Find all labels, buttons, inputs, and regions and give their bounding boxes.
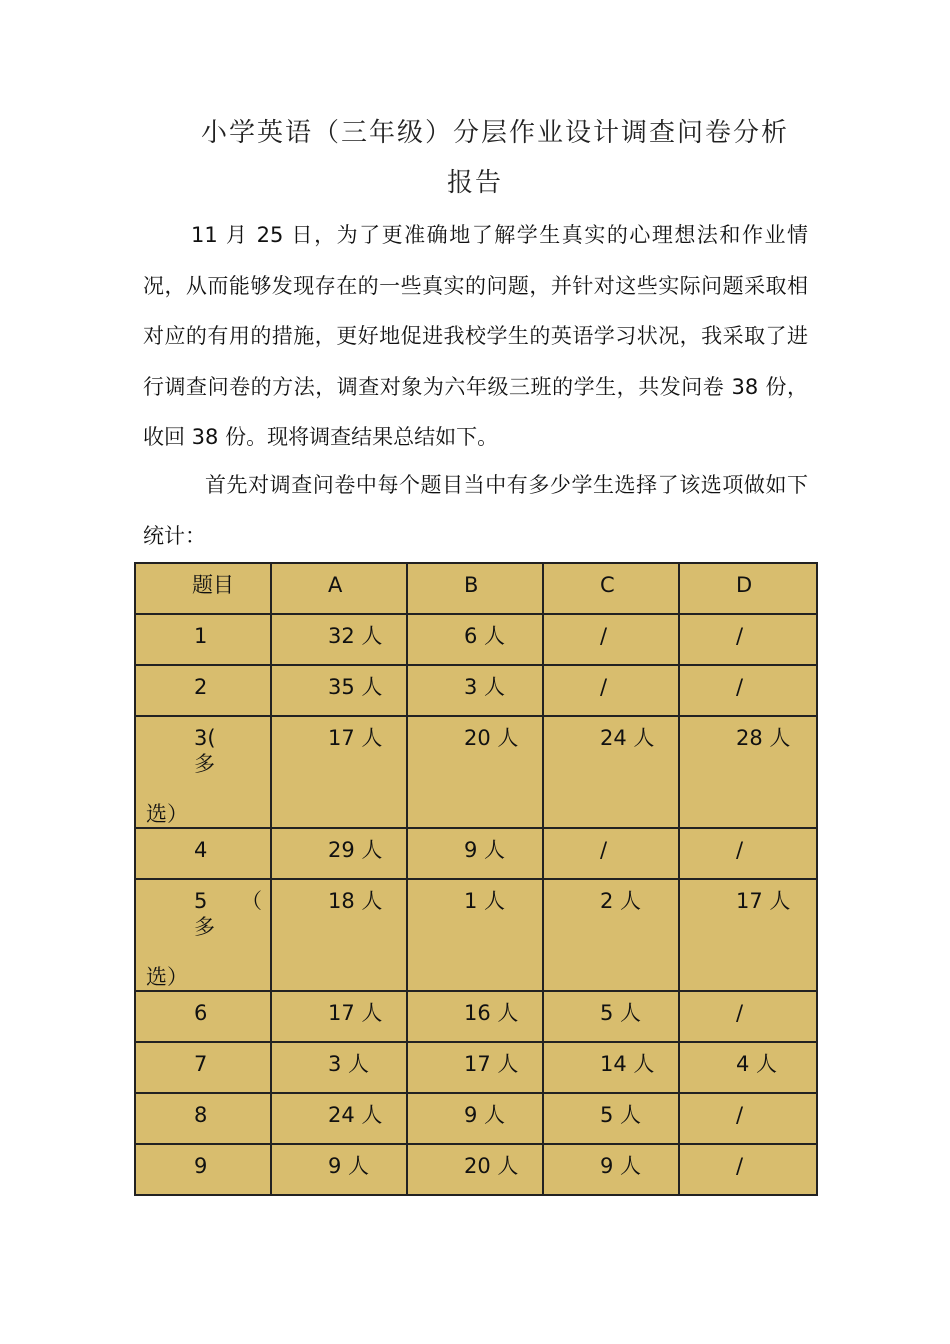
table-row [135, 665, 817, 716]
table-header-row [135, 563, 817, 614]
option-c-count: 5 人 [543, 1093, 679, 1144]
option-b-count: 1 人 [407, 879, 543, 991]
table-row [135, 879, 817, 991]
question-number-line-2: 选） [146, 965, 188, 989]
question-number: 8 [135, 1093, 271, 1144]
question-number-line-2: 选） [146, 802, 188, 826]
intro-paragraph: 11 月 25 日，为了更准确地了解学生真实的心理想法和作业情况，从而能够发现存在的一些真实的问题，并针对这些实际问题采取相对应的有用的措施，更好地促进我校学生的英语学习状况，我采取了进行调查问卷的方法，调查对象为六年级三班的学生，共发问卷 38 份，收回 38 份。现将调查结果总结如下。 [143, 223, 808, 449]
question-number-line-1: 5 （ 多 [194, 889, 262, 939]
question-number [135, 879, 271, 991]
table-row [135, 1042, 817, 1093]
option-b-count: 9 人 [407, 1093, 543, 1144]
option-b-count: 20 人 [407, 716, 543, 828]
question-number: 1 [135, 614, 271, 665]
option-c-count: / [543, 828, 679, 879]
option-b-count: 17 人 [407, 1042, 543, 1093]
option-c-count: 9 人 [543, 1144, 679, 1195]
option-a-count: 35 人 [271, 665, 407, 716]
option-d-count: 28 人 [679, 716, 817, 828]
option-c-count: 24 人 [543, 716, 679, 828]
question-number: 9 [135, 1144, 271, 1195]
option-b-count: 16 人 [407, 991, 543, 1042]
option-d-count: / [679, 614, 817, 665]
option-a-count: 18 人 [271, 879, 407, 991]
option-b-count: 20 人 [407, 1144, 543, 1195]
header-option-d: D [679, 563, 817, 614]
option-d-count: / [679, 1144, 817, 1195]
option-c-count: 5 人 [543, 991, 679, 1042]
option-a-count: 29 人 [271, 828, 407, 879]
option-d-count: 4 人 [679, 1042, 817, 1093]
table-row [135, 716, 817, 828]
survey-results-table [134, 562, 818, 1196]
report-title-line-2: 报告 [446, 168, 503, 198]
table-row [135, 1093, 817, 1144]
table-row [135, 828, 817, 879]
table-row [135, 1144, 817, 1195]
question-number [135, 716, 271, 828]
option-a-count: 17 人 [271, 991, 407, 1042]
option-a-count: 17 人 [271, 716, 407, 828]
question-number: 2 [135, 665, 271, 716]
option-d-count: / [679, 665, 817, 716]
question-number: 7 [135, 1042, 271, 1093]
table-row [135, 991, 817, 1042]
option-c-count: / [543, 614, 679, 665]
option-a-count: 9 人 [271, 1144, 407, 1195]
option-b-count: 9 人 [407, 828, 543, 879]
option-b-count: 6 人 [407, 614, 543, 665]
report-title-line-1: 小学英语（三年级）分层作业设计调查问卷分析 [200, 118, 789, 148]
option-c-count: / [543, 665, 679, 716]
header-option-c: C [543, 563, 679, 614]
table-row [135, 614, 817, 665]
option-d-count: / [679, 828, 817, 879]
option-a-count: 24 人 [271, 1093, 407, 1144]
question-number: 4 [135, 828, 271, 879]
header-option-a: A [271, 563, 407, 614]
header-question: 题目 [135, 563, 271, 614]
option-d-count: / [679, 1093, 817, 1144]
statistics-intro-paragraph: 首先对调查问卷中每个题目当中有多少学生选择了该选项做如下统计： [143, 473, 808, 548]
question-number: 6 [135, 991, 271, 1042]
option-a-count: 3 人 [271, 1042, 407, 1093]
option-c-count: 2 人 [543, 879, 679, 991]
option-d-count: 17 人 [679, 879, 817, 991]
option-c-count: 14 人 [543, 1042, 679, 1093]
option-d-count: / [679, 991, 817, 1042]
option-a-count: 32 人 [271, 614, 407, 665]
header-option-b: B [407, 563, 543, 614]
option-b-count: 3 人 [407, 665, 543, 716]
question-number-line-1: 3( 多 [194, 726, 244, 776]
